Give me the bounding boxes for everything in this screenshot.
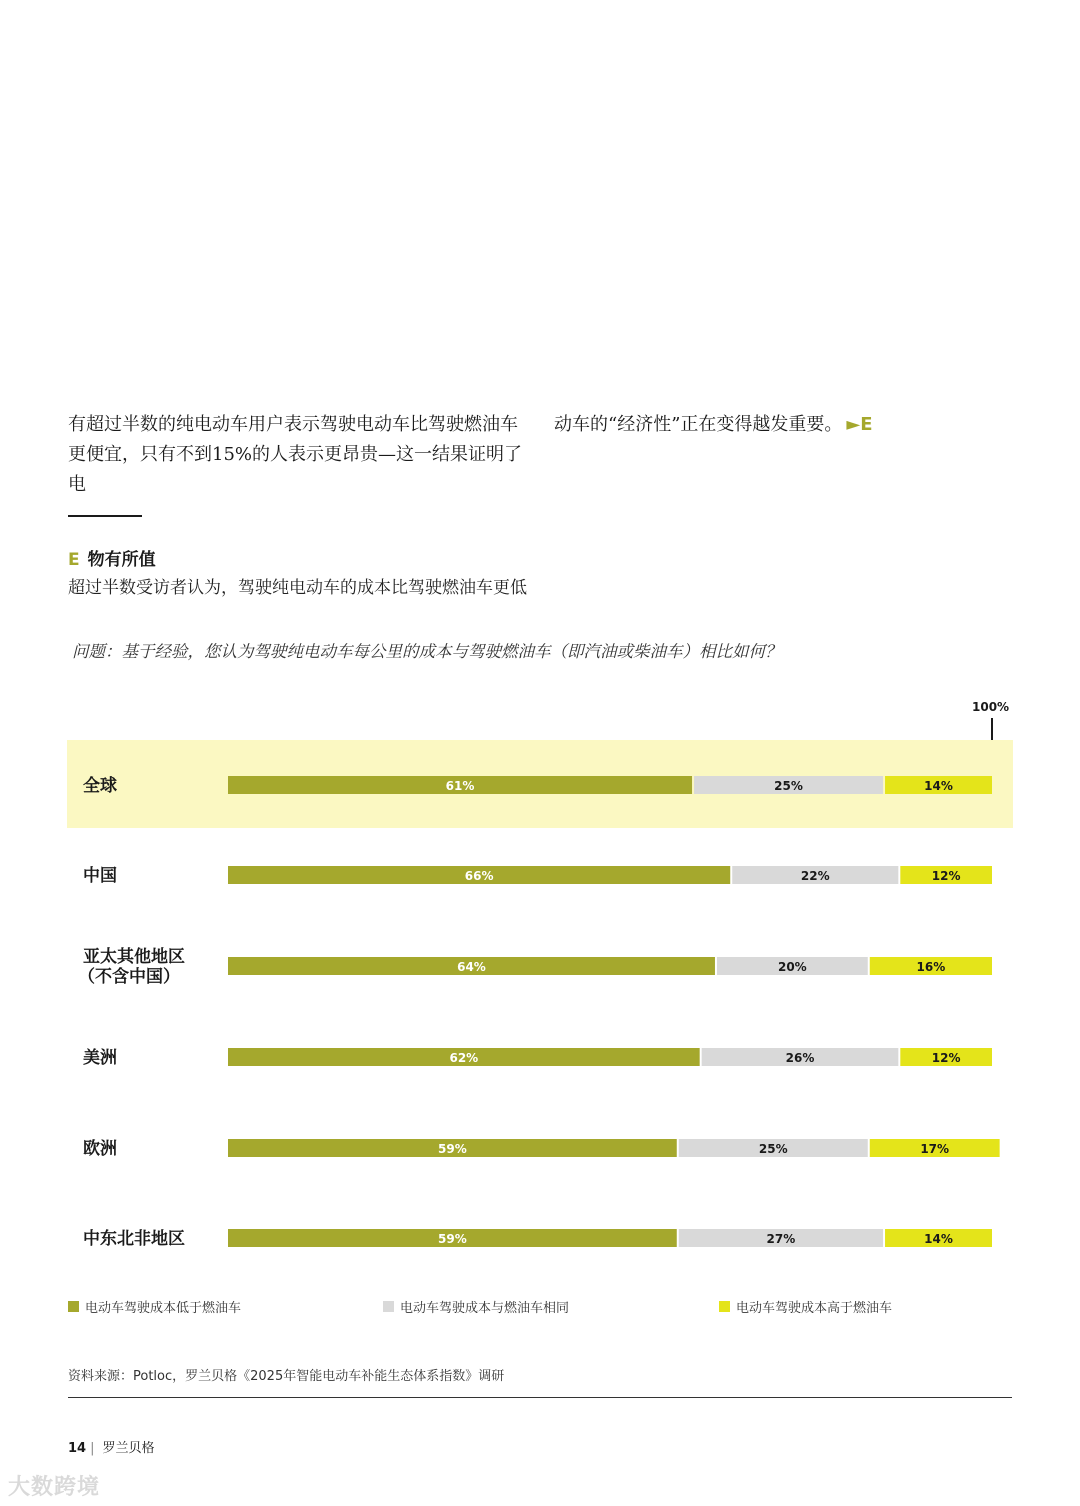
category-label: 全球: [83, 776, 117, 796]
category-label: 中国: [83, 866, 117, 886]
hundred-percent-marker-label: 100%: [972, 700, 1010, 714]
data-label: 66%: [464, 869, 494, 883]
data-label: 17%: [920, 1142, 950, 1156]
source-note: 资料来源：Potloc，罗兰贝格《2025年智能电动车补能生态体系指数》调研: [68, 1369, 505, 1384]
figure-reference-link[interactable]: ►E: [846, 414, 873, 435]
data-label: 22%: [800, 869, 830, 883]
footer-separator: |: [90, 1441, 95, 1456]
data-label: 25%: [774, 779, 803, 793]
legend-swatch-lower: [68, 1301, 79, 1312]
figure-letter: E: [68, 550, 80, 570]
data-label: 59%: [438, 1142, 467, 1156]
page-number: 14: [68, 1441, 87, 1456]
data-label: 27%: [766, 1232, 796, 1246]
intro-text-left: [68, 410, 538, 500]
section-divider: [68, 515, 142, 517]
legend-label-same: 电动车驾驶成本与燃油车相同: [400, 1301, 570, 1316]
legend-label-lower: 电动车驾驶成本低于燃油车: [85, 1301, 242, 1316]
intro-line-2: 更便宜，只有不到15%的人表示更昂贵—这一结果证明了电: [68, 444, 523, 495]
figure-title: [68, 545, 156, 570]
category-label: 中东北非地区: [83, 1229, 185, 1249]
legend-item-higher: [719, 1297, 892, 1316]
watermark: 大数跨境: [8, 1475, 101, 1500]
data-label: 25%: [758, 1142, 788, 1156]
data-label: 20%: [777, 960, 807, 974]
intro-line-3: 动车的“经济性”正在变得越发重要。: [554, 414, 843, 435]
data-label: 14%: [924, 779, 953, 793]
data-label: 14%: [924, 1232, 953, 1246]
intro-line-1: 有超过半数的纯电动车用户表示驾驶电动车比驾驶燃油车: [68, 414, 518, 435]
intro-text-right: [554, 410, 1014, 440]
data-label: 26%: [785, 1051, 815, 1065]
figure-title-text: 物有所值: [87, 550, 156, 570]
page-footer: [68, 1437, 155, 1456]
figure-subtitle: 超过半数受访者认为，驾驶纯电动车的成本比驾驶燃油车更低: [68, 578, 527, 598]
footer-divider: [68, 1397, 1012, 1398]
legend-swatch-same: [383, 1301, 394, 1312]
data-label: 12%: [931, 1051, 961, 1065]
data-label: 12%: [931, 869, 961, 883]
data-label: 61%: [445, 779, 475, 793]
legend-item-same: [383, 1297, 569, 1316]
category-label: 美洲: [83, 1048, 117, 1068]
legend-item-lower: [68, 1297, 241, 1316]
footer-brand: 罗兰贝格: [102, 1441, 155, 1456]
category-label: 亚太其他地区（不含中国）: [78, 947, 185, 987]
survey-question: 问题：基于经验，您认为驾驶纯电动车每公里的成本与驾驶燃油车（即汽油或柴油车）相比如何？: [72, 642, 782, 661]
data-label: 59%: [438, 1232, 467, 1246]
stacked-bar-chart: [0, 740, 1080, 1280]
data-label: 64%: [457, 960, 486, 974]
data-label: 16%: [916, 960, 946, 974]
legend-label-higher: 电动车驾驶成本高于燃油车: [736, 1301, 893, 1316]
category-label: 欧洲: [83, 1139, 117, 1159]
legend-swatch-higher: [719, 1301, 730, 1312]
data-label: 62%: [449, 1051, 479, 1065]
